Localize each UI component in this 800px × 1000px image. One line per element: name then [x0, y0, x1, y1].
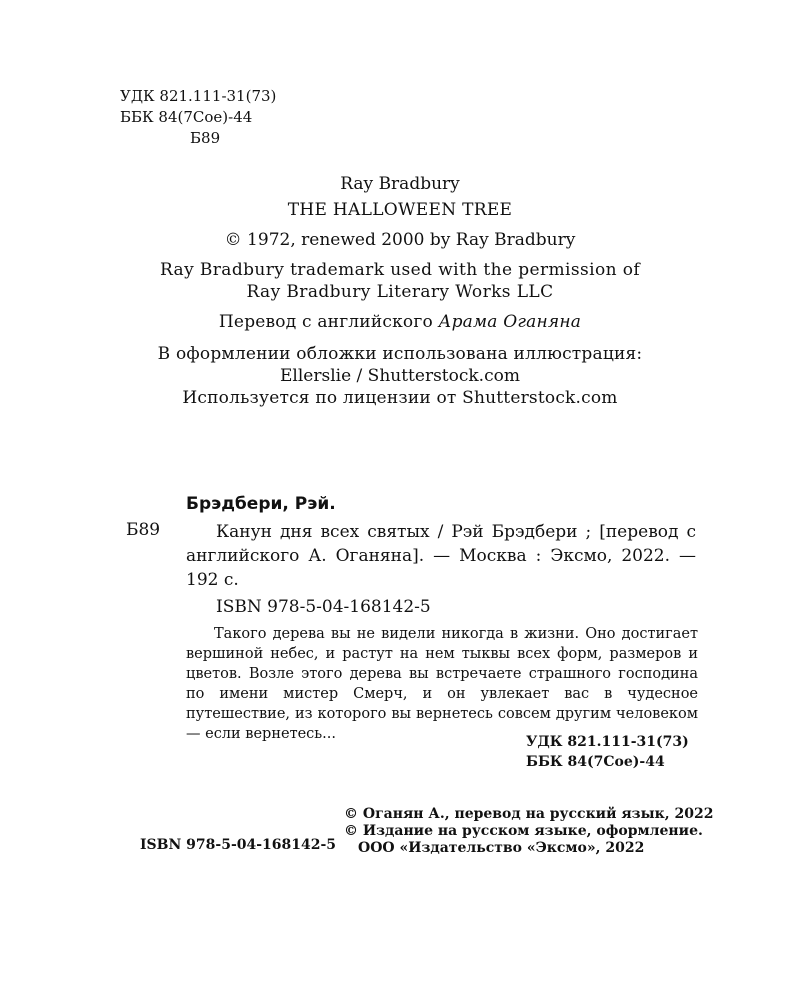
bbk-code-bottom: ББК 84(7Сое)-44 [526, 754, 665, 770]
annotation [186, 624, 698, 744]
classification-codes [526, 732, 689, 772]
footer-isbn: ISBN 978-5-04-168142-5 [140, 837, 337, 853]
trademark-line-2: Ray Bradbury Literary Works LLC [246, 282, 554, 302]
udk-code: УДК 821.111-31(73) [120, 87, 277, 105]
translation-prefix: Перевод с английского [218, 312, 439, 332]
copyright-line: © 1972, renewed 2000 by Ray Bradbury [224, 230, 576, 250]
cover-credit-line-2: Ellerslie / Shutterstock.com [280, 366, 520, 386]
copyright-translation: © Оганян А., перевод на русский язык, 2022 [344, 806, 714, 822]
cover-credit-line-3: Используется по лицензии от Shutterstock.com [182, 388, 618, 408]
bbk-code: ББК 84(7Сое)-44 [120, 108, 253, 126]
catalog-description [186, 520, 696, 592]
catalog-heading: Брэдбери, Рэй. [186, 494, 336, 514]
catalog-description-text: Канун дня всех святых / Рэй Брэдбери ; [перевод с английского А. Оганяна]. — Москва : Эксмо, 2022. — 192 с. [186, 522, 696, 590]
annotation-text: Такого дерева вы не видели никогда в жизни. Оно достигает вершиной небес, и растут на нем тыквы всех форм, размеров и цветов. Возле этого дерева вы встречаете страшного господина по имени мистер Смерч, и он увлекает вас в чудесное путешествие, из которого вы вернетесь совсем другим человеком — если вернетесь... [186, 626, 698, 742]
catalog-code: Б89 [126, 520, 161, 540]
header-codes [120, 86, 276, 149]
translator-name: Арама Оганяна [438, 312, 582, 332]
author-sign: Б89 [190, 129, 221, 147]
copyright-edition: © Издание на русском языке, оформление. [344, 823, 703, 839]
copyright-publisher: ООО «Издательство «Эксмо», 2022 [358, 840, 645, 856]
catalog-isbn: ISBN 978-5-04-168142-5 [216, 597, 431, 617]
title-en: THE HALLOWEEN TREE [287, 200, 513, 220]
udk-code-bottom: УДК 821.111-31(73) [526, 734, 689, 750]
trademark-line-1: Ray Bradbury trademark used with the permission of [159, 260, 641, 280]
cover-credit-line-1: В оформлении обложки использована иллюстрация: [157, 344, 643, 364]
footer-copyright [344, 806, 713, 857]
translation-line [0, 312, 800, 332]
author-en: Ray Bradbury [340, 174, 460, 194]
